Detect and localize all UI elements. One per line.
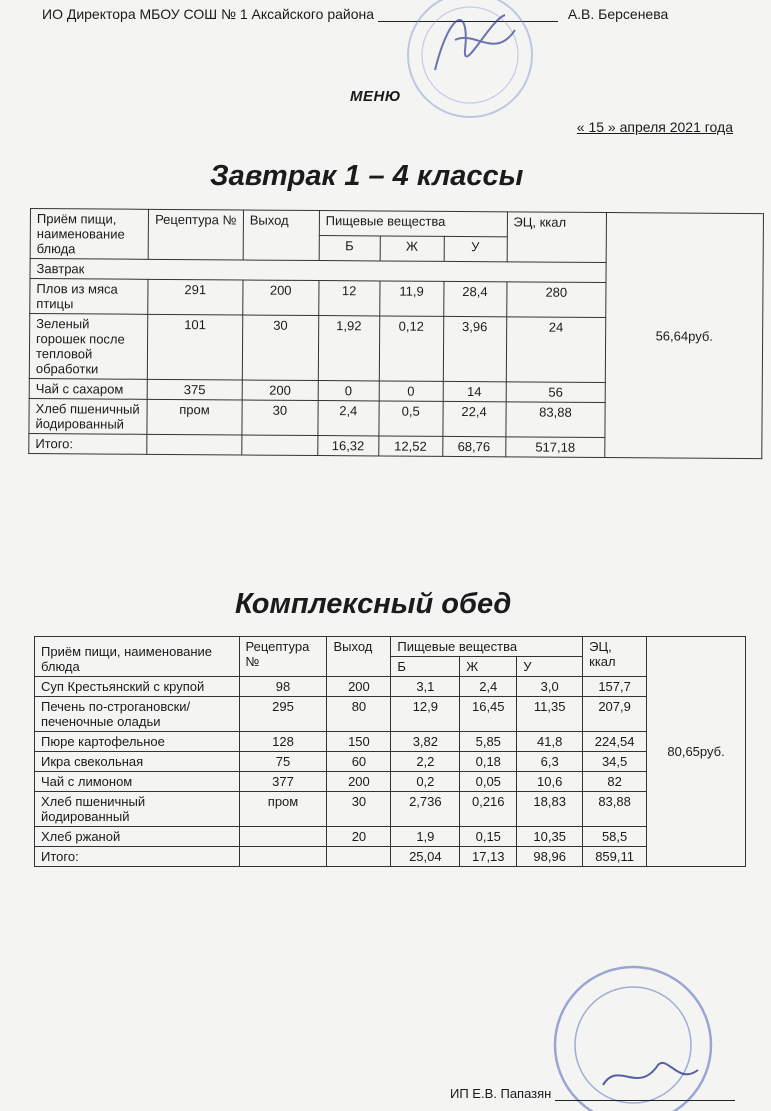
dish-output: 60: [327, 752, 391, 772]
dish-name: Чай с сахаром: [29, 378, 147, 399]
dish-carbs: 22,4: [442, 401, 505, 436]
dish-protein: 12,9: [391, 697, 460, 732]
dish-recipe: пром: [239, 792, 327, 827]
dish-recipe: 377: [239, 772, 327, 792]
vendor-name: ИП Е.В. Папазян: [450, 1086, 552, 1101]
total-fat: 12,52: [378, 436, 442, 456]
dish-carbs: 18,83: [517, 792, 583, 827]
header-nutrients: Пищевые вещества: [391, 637, 583, 657]
menu-label: МЕНЮ: [350, 88, 401, 105]
total-carbs: 98,96: [517, 847, 583, 867]
dish-protein: 2,736: [391, 792, 460, 827]
dish-energy: 83,88: [583, 792, 647, 827]
dish-recipe: 98: [239, 677, 327, 697]
dish-name: Зеленый горошек после тепловой обработки: [29, 314, 147, 380]
total-protein: 25,04: [391, 847, 460, 867]
total-label: Итого:: [35, 847, 240, 867]
total-label: Итого:: [29, 433, 147, 454]
header-b: Б: [391, 657, 460, 677]
approver-name: А.В. Берсенева: [567, 6, 669, 22]
dish-carbs: 41,8: [517, 732, 583, 752]
dish-protein: 3,82: [391, 732, 460, 752]
header-u: У: [517, 657, 583, 677]
dish-fat: 11,9: [379, 281, 443, 316]
dish-output: 30: [242, 315, 318, 381]
dish-carbs: 10,6: [517, 772, 583, 792]
total-protein: 16,32: [318, 436, 379, 456]
header-recipe: Рецептура №: [239, 637, 327, 677]
empty-cell: [327, 847, 391, 867]
table-header-row: [35, 637, 746, 657]
dish-output: 30: [242, 400, 318, 436]
header-output: Выход: [327, 637, 391, 677]
breakfast-title: Завтрак 1 – 4 классы: [210, 160, 524, 192]
dish-output: 200: [327, 677, 391, 697]
dish-recipe: 101: [147, 314, 242, 380]
table-row: [35, 677, 746, 697]
dish-recipe: 295: [239, 697, 327, 732]
approver-title: ИО Директора МБОУ СОШ № 1 Аксайского района: [42, 6, 375, 22]
breakfast-table: [28, 208, 764, 459]
dish-output: 150: [327, 732, 391, 752]
header-energy: ЭЦ, ккал: [583, 637, 647, 677]
dish-recipe: 75: [239, 752, 327, 772]
dish-name: Икра свекольная: [35, 752, 240, 772]
dish-output: 200: [327, 772, 391, 792]
empty-cell: [242, 435, 318, 456]
dish-fat: 2,4: [460, 677, 517, 697]
header-zh: Ж: [460, 657, 517, 677]
dish-energy: 56: [506, 382, 606, 403]
dish-recipe: [239, 827, 327, 847]
table-header-row: [30, 209, 763, 239]
lunch-title: Комплексный обед: [235, 588, 512, 620]
table-row: [35, 697, 746, 732]
empty-cell: [147, 434, 242, 455]
school-stamp: [395, 0, 545, 130]
dish-output: 200: [242, 380, 318, 401]
total-fat: 17,13: [460, 847, 517, 867]
total-carbs: 68,76: [442, 436, 505, 456]
signature-line: [555, 1087, 735, 1101]
dish-carbs: 14: [443, 381, 506, 401]
header-name: Приём пищи, наименование блюда: [30, 209, 148, 260]
dish-carbs: 10,35: [517, 827, 583, 847]
dish-fat: 5,85: [460, 732, 517, 752]
dish-recipe: 375: [147, 379, 242, 400]
empty-cell: [239, 847, 327, 867]
dish-energy: 207,9: [583, 697, 647, 732]
dish-energy: 24: [506, 317, 606, 383]
dish-energy: 83,88: [505, 402, 605, 438]
dish-name: Пюре картофельное: [35, 732, 240, 752]
total-energy: 859,11: [583, 847, 647, 867]
total-energy: 517,18: [505, 437, 605, 458]
dish-protein: 0: [318, 381, 379, 401]
header-output: Выход: [243, 210, 319, 261]
breakfast-price: 56,64руб.: [605, 213, 763, 459]
dish-name: Печень по-строгановски/печеночные оладьи: [35, 697, 240, 732]
header-zh: Ж: [380, 236, 444, 261]
dish-energy: 82: [583, 772, 647, 792]
dish-protein: 3,1: [391, 677, 460, 697]
dish-carbs: 11,35: [517, 697, 583, 732]
dish-carbs: 3,0: [517, 677, 583, 697]
dish-protein: 1,9: [391, 827, 460, 847]
table-row: [35, 827, 746, 847]
table-row: [35, 772, 746, 792]
header-recipe: Рецептура №: [148, 209, 243, 260]
dish-carbs: 3,96: [443, 316, 506, 381]
lunch-price: 80,65руб.: [647, 637, 746, 867]
dish-fat: 0: [379, 381, 443, 401]
vendor-signature: [450, 1086, 735, 1101]
dish-protein: 2,2: [391, 752, 460, 772]
dish-protein: 0,2: [391, 772, 460, 792]
dish-recipe: 128: [239, 732, 327, 752]
dish-name: Хлеб пшеничный йодированный: [35, 792, 240, 827]
dish-output: 200: [243, 280, 319, 316]
dish-protein: 12: [318, 281, 379, 316]
table-row: [35, 752, 746, 772]
dish-name: Плов из мяса птицы: [30, 279, 148, 315]
dish-fat: 0,5: [379, 401, 443, 436]
dish-fat: 0,05: [460, 772, 517, 792]
dish-fat: 0,216: [460, 792, 517, 827]
header-nutrients: Пищевые вещества: [319, 211, 507, 237]
dish-energy: 224,54: [583, 732, 647, 752]
header-u: У: [444, 236, 507, 261]
section-label: Завтрак: [30, 259, 606, 283]
dish-energy: 280: [506, 282, 606, 318]
dish-energy: 34,5: [583, 752, 647, 772]
header-name: Приём пищи, наименование блюда: [35, 637, 240, 677]
approval-header: [42, 6, 668, 22]
menu-date: « 15 » апреля 2021 года: [576, 119, 733, 135]
dish-protein: 1,92: [318, 316, 379, 381]
total-row: [35, 847, 746, 867]
dish-recipe: пром: [147, 399, 242, 435]
dish-protein: 2,4: [318, 401, 379, 436]
dish-output: 80: [327, 697, 391, 732]
dish-name: Хлеб пшеничный йодированный: [29, 398, 147, 434]
table-row: [35, 792, 746, 827]
header-b: Б: [319, 236, 380, 261]
dish-name: Чай с лимоном: [35, 772, 240, 792]
table-row: [35, 732, 746, 752]
dish-fat: 0,12: [379, 316, 443, 381]
dish-energy: 58,5: [583, 827, 647, 847]
dish-output: 20: [327, 827, 391, 847]
dish-carbs: 28,4: [443, 281, 506, 316]
dish-energy: 157,7: [583, 677, 647, 697]
dish-name: Суп Крестьянский с крупой: [35, 677, 240, 697]
dish-recipe: 291: [148, 279, 243, 315]
dish-output: 30: [327, 792, 391, 827]
header-energy: ЭЦ, ккал: [507, 212, 607, 263]
dish-fat: 16,45: [460, 697, 517, 732]
dish-fat: 0,15: [460, 827, 517, 847]
dish-fat: 0,18: [460, 752, 517, 772]
dish-carbs: 6,3: [517, 752, 583, 772]
lunch-table: [34, 636, 746, 867]
dish-name: Хлеб ржаной: [35, 827, 240, 847]
